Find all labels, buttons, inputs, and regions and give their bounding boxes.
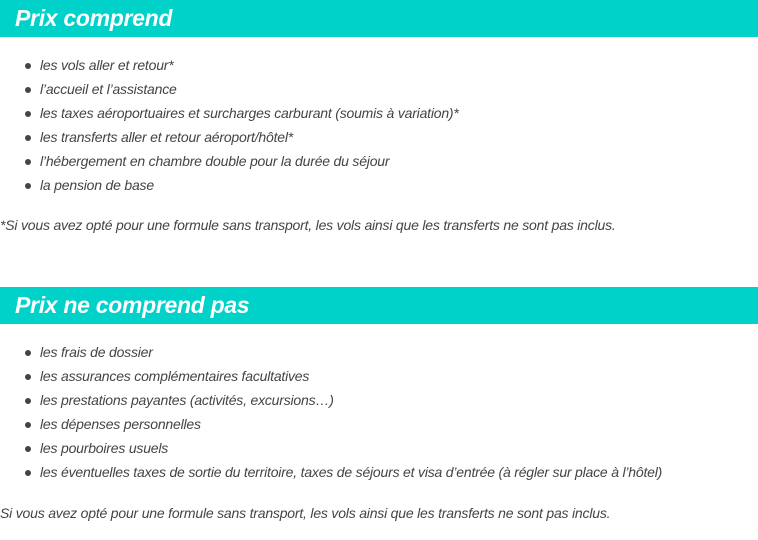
- item-text: l’hébergement en chambre double pour la durée du séjour: [40, 153, 390, 169]
- list-item: [0, 149, 459, 173]
- bullet-icon: [25, 422, 31, 428]
- item-text: les taxes aéroportuaires et surcharges carburant (soumis à variation)*: [40, 105, 459, 121]
- included-list: [0, 53, 459, 197]
- bullet-icon: [25, 159, 31, 165]
- list-item: [0, 460, 662, 484]
- list-item: [0, 388, 662, 412]
- item-text: les assurances complémentaires facultatives: [40, 368, 310, 384]
- list-item: [0, 436, 662, 460]
- bullet-icon: [25, 350, 31, 356]
- bullet-icon: [25, 135, 31, 141]
- list-item: [0, 101, 459, 125]
- not-included-list: [0, 340, 662, 484]
- list-item: [0, 53, 459, 77]
- section-heading-included: Prix comprend: [0, 0, 758, 37]
- item-text: la pension de base: [40, 177, 154, 193]
- list-item: [0, 412, 662, 436]
- item-text: les dépenses personnelles: [40, 416, 201, 432]
- section-heading-not-included: Prix ne comprend pas: [0, 287, 758, 324]
- bullet-icon: [25, 470, 31, 476]
- bullet-icon: [25, 87, 31, 93]
- bullet-icon: [25, 398, 31, 404]
- item-text: les frais de dossier: [40, 344, 153, 360]
- item-text: les pourboires usuels: [40, 440, 169, 456]
- list-item: [0, 364, 662, 388]
- included-footnote: *Si vous avez opté pour une formule sans transport, les vols ainsi que les transferts ne sont pas inclus.: [0, 217, 616, 233]
- item-text: les vols aller et retour*: [40, 57, 174, 73]
- list-item: [0, 125, 459, 149]
- item-text: les prestations payantes (activités, excursions…): [40, 392, 334, 408]
- bullet-icon: [25, 183, 31, 189]
- item-text: les transferts aller et retour aéroport/hôtel*: [40, 129, 294, 145]
- list-item: [0, 340, 662, 364]
- list-item: [0, 173, 459, 197]
- not-included-footnote: Si vous avez opté pour une formule sans transport, les vols ainsi que les transferts ne sont pas inclus.: [0, 505, 611, 521]
- item-text: les éventuelles taxes de sortie du territoire, taxes de séjours et visa d’entrée (à régler sur place à l’hôtel): [40, 464, 663, 480]
- list-item: [0, 77, 459, 101]
- bullet-icon: [25, 111, 31, 117]
- bullet-icon: [25, 63, 31, 69]
- bullet-icon: [25, 374, 31, 380]
- item-text: l’accueil et l’assistance: [40, 81, 177, 97]
- bullet-icon: [25, 446, 31, 452]
